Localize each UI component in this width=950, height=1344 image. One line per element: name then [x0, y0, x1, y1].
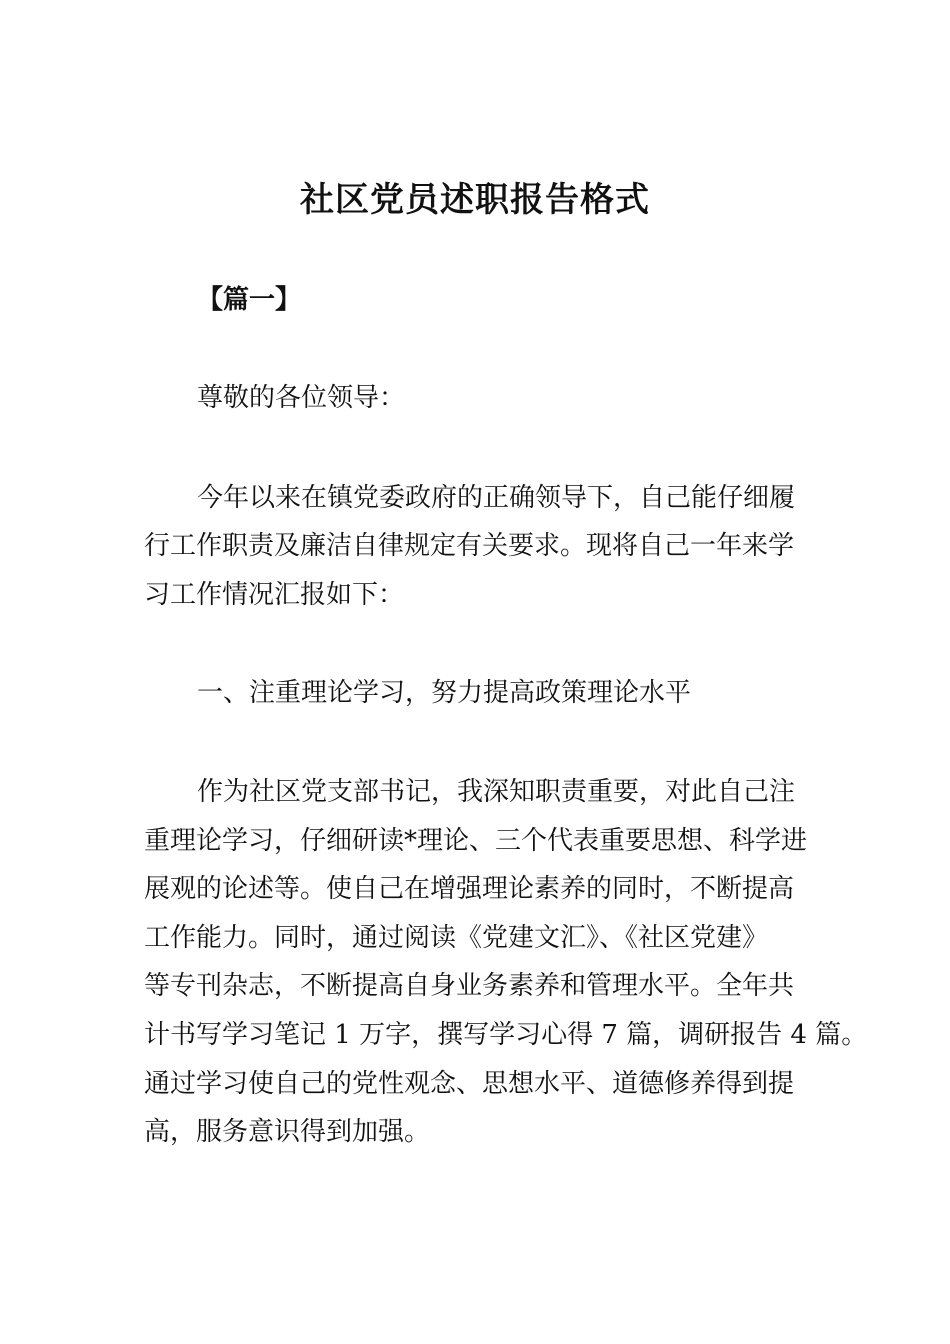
- body-line: 高，服务意识得到加强。: [144, 1117, 431, 1147]
- body-line: 计书写学习笔记 1 万字，撰写学习心得 7 篇，调研报告 4 篇。: [144, 1020, 868, 1050]
- body-line: 作为社区党支部书记，我深知职责重要，对此自己注: [197, 777, 796, 807]
- section-heading: 一、注重理论学习，努力提高政策理论水平: [197, 678, 692, 708]
- section-label: 【篇一】: [197, 285, 302, 315]
- intro-line: 习工作情况汇报如下：: [144, 580, 405, 610]
- body-line: 展观的论述等。使自己在增强理论素养的同时，不断提高: [144, 874, 795, 904]
- document-title: 社区党员述职报告格式: [300, 180, 650, 220]
- intro-line: 行工作职责及廉洁自律规定有关要求。现将自己一年来学: [144, 531, 795, 561]
- salutation: 尊敬的各位领导：: [197, 383, 406, 413]
- body-line: 等专刊杂志，不断提高自身业务素养和管理水平。全年共: [144, 971, 795, 1001]
- body-line: 通过学习使自己的党性观念、思想水平、道德修养得到提: [144, 1069, 795, 1099]
- intro-line: 今年以来在镇党委政府的正确领导下，自己能仔细履: [197, 483, 796, 513]
- body-line: 重理论学习，仔细研读*理论、三个代表重要思想、科学进: [144, 826, 808, 856]
- body-line: 工作能力。同时，通过阅读《党建文汇》、《社区党建》: [144, 923, 769, 953]
